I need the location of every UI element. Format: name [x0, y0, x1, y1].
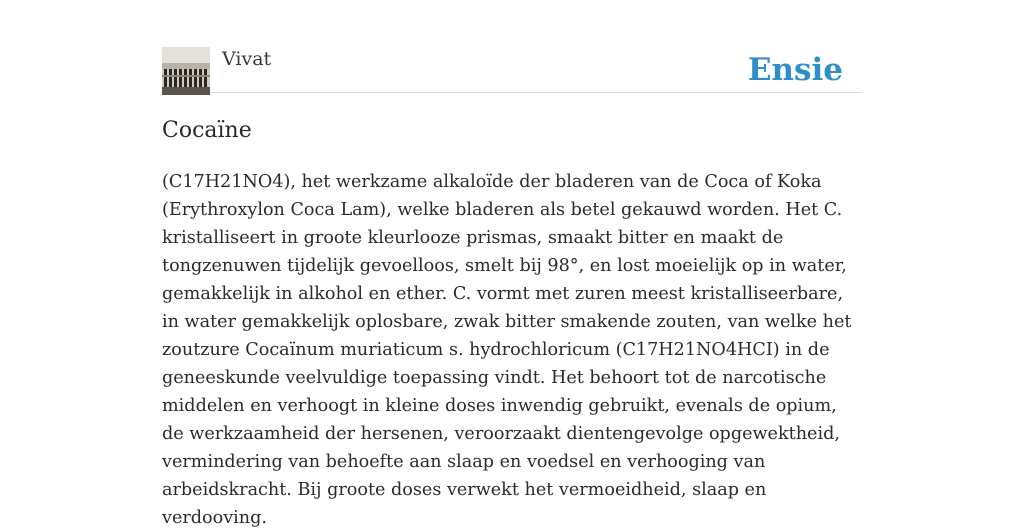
- author-name-link[interactable]: Vivat: [222, 48, 272, 70]
- page-title: Cocaïne: [162, 118, 252, 143]
- brand-logo-link[interactable]: Ensie: [747, 52, 843, 88]
- author-avatar-icon[interactable]: [162, 47, 210, 95]
- article-body: (C17H21NO4), het werkzame alkaloïde der bladeren van de Coca of Koka (Erythroxylon Coca Lam), welke bladeren als betel gekauwd worden. Het C. kristalliseert in groote kleurlooze prismas, smaakt bitter en maakt de tongzenuwen tijdelijk gevoelloos, smelt bij 98°, en lost moeielijk op in water, gemakkelijk in alkohol en ether. C. vormt met zuren meest kristalliseerbare, in water gemakkelijk oplosbare, zwak bitter smakende zouten, van welke het zoutzure Cocaïnum muriaticum s. hydrochloricum (C17H21NO4HCI) in de geneeskunde veelvuldige toepassing vindt. Het behoort tot de narcotische middelen en verhoogt in kleine doses inwendig gebruikt, evenals de opium, de werkzaamheid der hersenen, veroorzaakt dientengevolge opgewektheid, vermindering van behoefte aan slaap en voedsel en verhooging van arbeidskracht. Bij groote doses verwekt het vermoeidheid, slaap en verdooving.: [162, 172, 852, 528]
- header: [162, 0, 862, 93]
- page: [162, 0, 862, 528]
